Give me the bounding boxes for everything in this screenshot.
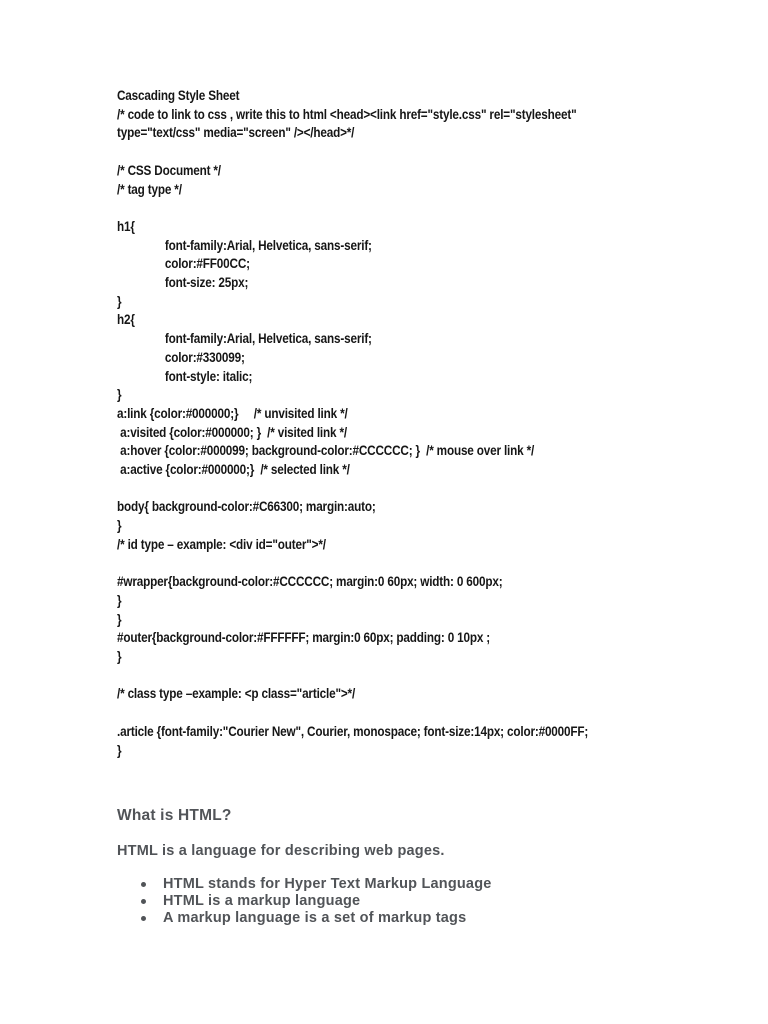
code-line: body{ background-color:#C66300; margin:auto; bbox=[117, 499, 376, 515]
code-line: } bbox=[117, 293, 122, 309]
code-line: .article {font-family:"Courier New", Courier, monospace; font-size:14px; color:#0000FF; bbox=[117, 723, 589, 739]
code-line: } bbox=[117, 592, 122, 608]
code-line: } bbox=[117, 387, 122, 403]
code-line: /* code to link to css , write this to html <head><link href="style.css" rel="stylesheet" bbox=[117, 106, 577, 122]
code-line: color:#330099; bbox=[164, 349, 245, 365]
code-line: color:#FF00CC; bbox=[164, 256, 250, 272]
code-line: font-family:Arial, Helvetica, sans-serif; bbox=[164, 237, 372, 253]
code-line: } bbox=[117, 742, 122, 758]
bullet-icon bbox=[141, 916, 146, 921]
css-notes-block bbox=[117, 87, 717, 760]
list-item-text: HTML is a markup language bbox=[163, 893, 361, 910]
section-heading: What is HTML? bbox=[117, 807, 232, 825]
code-line: font-style: italic; bbox=[164, 368, 253, 384]
code-line-blank bbox=[117, 143, 674, 162]
code-line: font-family:Arial, Helvetica, sans-serif; bbox=[164, 331, 372, 347]
code-line-blank bbox=[117, 199, 674, 218]
code-line: a:hover {color:#000099; background-color:#CCCCCC; } /* mouse over link */ bbox=[117, 443, 535, 459]
code-line: a:link {color:#000000;} /* unvisited link */ bbox=[117, 405, 348, 421]
code-line: a:visited {color:#000000; } /* visited link */ bbox=[117, 424, 347, 440]
page-content bbox=[117, 87, 717, 927]
list-item-text: A markup language is a set of markup tags bbox=[163, 910, 467, 927]
bullet-icon bbox=[141, 899, 146, 904]
list-item bbox=[117, 876, 717, 893]
list-item bbox=[117, 893, 717, 910]
section-intro: HTML is a language for describing web pages. bbox=[117, 843, 445, 860]
code-line: #outer{background-color:#FFFFFF; margin:0 60px; padding: 0 10px ; bbox=[117, 630, 491, 646]
document-title: Cascading Style Sheet bbox=[117, 88, 240, 103]
code-line: font-size: 25px; bbox=[164, 275, 249, 290]
bullet-icon bbox=[141, 882, 146, 887]
list-item-text: HTML stands for Hyper Text Markup Language bbox=[163, 876, 492, 893]
list-item bbox=[117, 910, 717, 927]
code-line-blank bbox=[117, 480, 674, 499]
code-line: /* class type –example: <p class="article">*/ bbox=[117, 686, 356, 702]
code-line: /* CSS Document */ bbox=[117, 162, 221, 178]
what-is-html-section bbox=[117, 806, 717, 927]
code-line: } bbox=[117, 611, 122, 627]
code-line: #wrapper{background-color:#CCCCCC; margin:0 60px; width: 0 600px; bbox=[117, 574, 503, 590]
bullet-list bbox=[117, 876, 717, 927]
code-line-blank bbox=[117, 704, 674, 723]
code-line: } bbox=[117, 518, 122, 534]
code-line: h1{ bbox=[117, 218, 135, 234]
code-line-blank bbox=[117, 555, 674, 574]
code-line: } bbox=[117, 649, 122, 665]
code-line: h2{ bbox=[117, 312, 135, 328]
code-line: /* id type – example: <div id="outer">*/ bbox=[117, 536, 326, 552]
code-line-blank bbox=[117, 667, 674, 686]
code-line: a:active {color:#000000;} /* selected link */ bbox=[117, 462, 350, 478]
code-line: /* tag type */ bbox=[117, 181, 182, 197]
code-line: type="text/css" media="screen" /></head>*/ bbox=[117, 125, 355, 141]
